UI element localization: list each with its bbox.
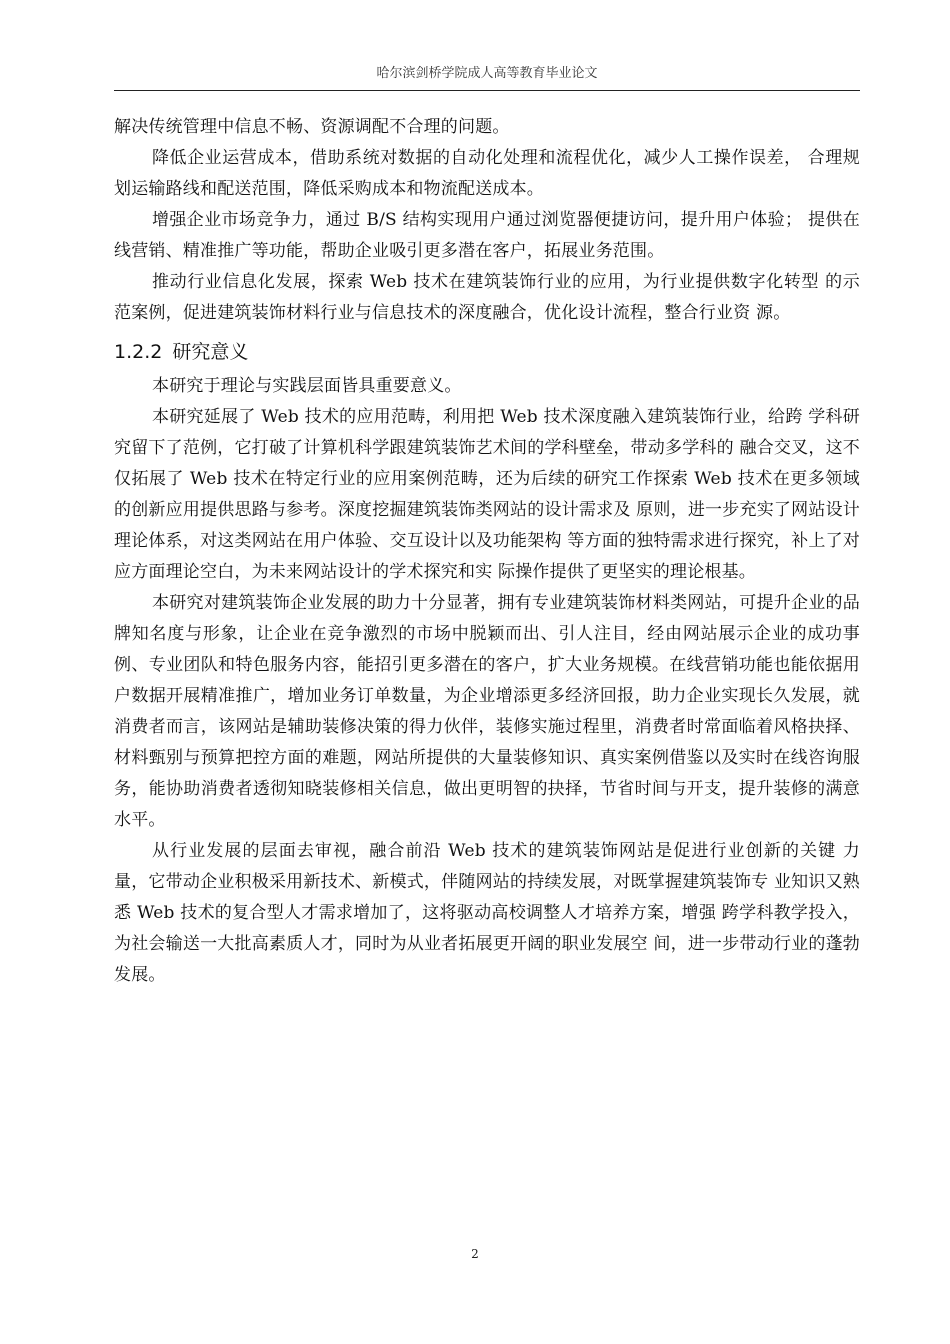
paragraph-cost-reduction: 降低企业运营成本，借助系统对数据的自动化处理和流程优化，减少人工操作误差， 合理规划运输路线和配送范围，降低采购成本和物流配送成本。 <box>114 148 860 199</box>
paragraph-intro: 本研究于理论与实践层面皆具重要意义。 <box>152 376 462 396</box>
paragraph-continued: 解决传统管理中信息不畅、资源调配不合理的问题。 <box>114 117 510 137</box>
document-body <box>114 112 860 991</box>
paragraph-industry: 从行业发展的层面去审视，融合前沿 Web 技术的建筑装饰网站是促进行业创新的关键 力量，它带动企业积极采用新技术、新模式，伴随网站的持续发展，对既掌握建筑装饰专 业知识又熟悉 Web 技术的复合型人才需求增加了，这将驱动高校调整人才培养方案，增强 跨学科教学投入，为社会输送一大批高素质人才，同时为从业者拓展更开阔的职业发展空 间，进一步带动行业的蓬勃发展。 <box>114 841 860 985</box>
page-number: 2 <box>471 1247 479 1261</box>
section-title: 研究意义 <box>172 341 249 363</box>
page-header <box>114 64 860 91</box>
paragraph-competitiveness: 增强企业市场竞争力，通过 B/S 结构实现用户通过浏览器便捷访问，提升用户体验； 提供在线营销、精准推广等功能，帮助企业吸引更多潜在客户，拓展业务范围。 <box>114 210 860 261</box>
header-title: 哈尔滨剑桥学院成人高等教育毕业论文 <box>376 66 598 81</box>
section-number: 1.2.2 <box>114 341 163 363</box>
paragraph-theory: 本研究延展了 Web 技术的应用范畴，利用把 Web 技术深度融入建筑装饰行业，给跨 学科研究留下了范例，它打破了计算机科学跟建筑装饰艺术间的学科壁垒，带动多学科的 融合交叉，这不仅拓展了 Web 技术在特定行业的应用案例范畴，还为后续的研究工作探索 Web 技术在更多领域的创新应用提供思路与参考。深度挖掘建筑装饰类网站的设计需求及 原则，进一步充实了网站设计理论体系，对这类网站在用户体验、交互设计以及功能架构 等方面的独特需求进行探究，补上了对应方面理论空白，为未来网站设计的学术探究和实 际操作提供了更坚实的理论根基。 <box>114 407 860 582</box>
paragraph-enterprise: 本研究对建筑装饰企业发展的助力十分显著，拥有专业建筑装饰材料类网站，可提升企业的品牌知名度与形象，让企业在竞争激烈的市场中脱颖而出、引人注目，经由网站展示企业的成功事例、专业团队和特色服务内容，能招引更多潜在的客户，扩大业务规模。在线营销功能也能依据用户数据开展精准推广，增加业务订单数量，为企业增添更多经济回报，助力企业实现长久发展，就消费者而言，该网站是辅助装修决策的得力伙伴，装修实施过程里，消费者时常面临着风格抉择、材料甄别与预算把控方面的难题，网站所提供的大量装修知识、真实案例借鉴以及实时在线咨询服务，能协助消费者透彻知晓装修相关信息，做出更明智的抉择，节省时间与开支，提升装修的满意水平。 <box>114 593 860 830</box>
section-heading <box>114 335 860 369</box>
paragraph-industry-informatization: 推动行业信息化发展，探索 Web 技术在建筑装饰行业的应用，为行业提供数字化转型 的示范案例，促进建筑装饰材料行业与信息技术的深度融合，优化设计流程，整合行业资 源。 <box>114 272 860 323</box>
